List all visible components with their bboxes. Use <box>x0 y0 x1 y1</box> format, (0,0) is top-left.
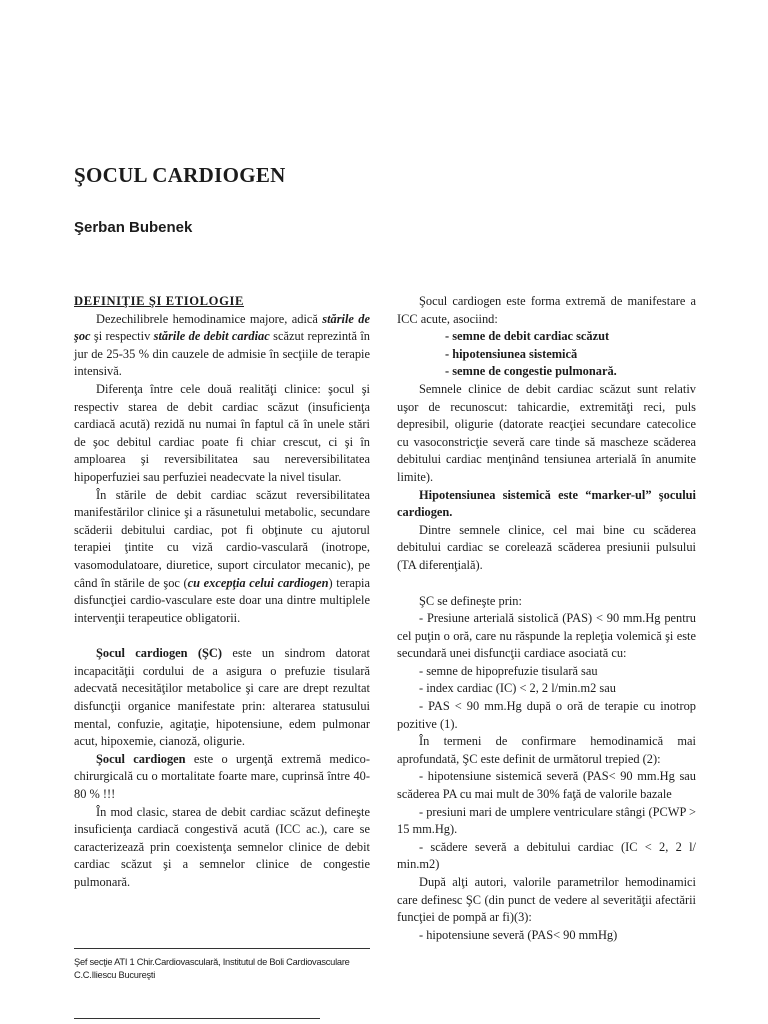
sign-item: - semne de congestie pulmonară. <box>445 364 617 379</box>
paragraph-defined-by: ŞC se defineşte prin: <box>419 593 522 608</box>
footnote-divider <box>74 948 370 949</box>
paragraph-classic: În mod clasic, starea de debit cardiac scăzut defineşte insuficienţa cardiacă congestivă acută (ICC ac.), care se caracterizează prin coexistenţa semnelor clinice de debit cardiac scăzut şi a semnelor clinice de congestie pulmonară. <box>74 804 370 889</box>
triad-item: - scădere severă a debitului cardiac (IC < 2, 2 l/ min.m2) <box>397 839 696 872</box>
criteria-item: - PAS < 90 mm.Hg după o oră de terapie cu inotrop pozitive (1). <box>397 699 696 731</box>
paragraph-mortality: Şocul cardiogen este o urgenţă extremă medico-chirurgicală cu o mortalitate foarte mare, cuprinsă între 40-80 % !!! <box>74 751 371 802</box>
paragraph-clinical-signs: Semnele clinice de debit cardiac scăzut sunt relativ uşor de recunoscut: tahicardie, extremităţi reci, puls depresibil, oligurie (datorate reacţiei secundare catecolice cu vasoconstricţie severă care tinde să mascheze scăderea debitului cardiac menţinând tensiunea arterială în anumite limite). <box>397 381 696 484</box>
triad-item: - hipotensiune sistemică severă (PAS< 90 mm.Hg sau scăderea PA cu mai mult de 30% faţă de valorile bazale <box>397 769 696 802</box>
author-affiliation-footnote: Şef secţie ATI 1 Chir.Cardiovasculară, Institutul de Boli Cardiovasculare C.C.Iliescu Bucureşti <box>74 957 350 980</box>
paragraph-low-output: În stările de debit cardiac scăzut reversibilitatea manifestărilor clinice şi a răsunetului metabolic, secundare scăderii debitului cardiac, pot fi obţinute cu ajutorul terapiei ţintite cu viză cardio-vasculară (inotrope, vasomodulatoare, diuretice, suport circulator mecanic), pe când în stările de şoc (cu excepţia celui cardiogen) terapia disfuncţiei cardio-vasculare este doar una dintre multiplele intervenţii terapeutice obligatorii. <box>74 487 370 625</box>
paragraph-extreme-form: Şocul cardiogen este forma extremă de manifestare a ICC acute, asociind: <box>397 294 696 326</box>
sign-item: - semne de debit cardiac scăzut <box>445 329 610 344</box>
paragraph-other-authors: După alţi autori, valorile parametrilor hemodinamici care definesc ŞC (din punct de vedere al severităţii afectării funcţiei de pompă ar fi)(3): <box>397 875 696 925</box>
criteria-item: - semne de hipoprefuzie tisulară sau <box>419 663 598 678</box>
article-title: ŞOCUL CARDIOGEN <box>74 163 286 187</box>
triad-item: - presiuni mari de umplere ventriculare stângi (PCWP > 15 mm.Hg). <box>397 804 696 837</box>
right-column <box>397 293 696 944</box>
left-column <box>74 293 370 892</box>
bottom-divider <box>74 1018 320 1019</box>
paragraph-hemodynamic: În termeni de confirmare hemodinamică mai aprofundată, ŞC este definit de următorul trepied (2): <box>397 734 696 766</box>
criteria-item: - Presiune arterială sistolică (PAS) < 90 mm.Hg pentru cel puţin o oră, care nu răspunde la repleţia volemică şi este secundară unei disfuncţii cardiace asociată cu: <box>397 611 696 661</box>
sign-item: - hipotensiunea sistemică <box>445 346 578 361</box>
severity-item: - hipotensiune severă (PAS< 90 mmHg) <box>419 927 618 942</box>
paragraph-marker: Hipotensiunea sistemică este “marker-ul” şocului cardiogen. <box>397 487 696 520</box>
section-heading: DEFINIŢIE ŞI ETIOLOGIE <box>74 294 244 308</box>
paragraph-intro: Dezechilibrele hemodinamice majore, adică stările de şoc şi respectiv stările de debit cardiac scăzut reprezintă în jur de 25-35 % din cauzele de admisie în secţiile de terapie intensivă. <box>74 311 370 379</box>
paragraph-difference: Diferenţa între cele două realităţi clinice: şocul şi respectiv starea de debit cardiac scăzut (insuficienţa cardiacă acută) rezidă nu numai în faptul că în unele stări de şoc debitul cardiac poate fi chiar crescut, ci şi în amploarea şi reversibilitatea sau nereversibilitatea hipoperfuziei sau perfuziei neadecvate la nivel tisular. <box>74 381 370 484</box>
criteria-item: - index cardiac (IC) < 2, 2 l/min.m2 sau <box>419 681 616 696</box>
paragraph-pulse-pressure: Dintre semnele clinice, cel mai bine cu scăderea debitului cardiac se corelează scăderea presiunii pulsului (TA diferenţială). <box>397 522 696 572</box>
paragraph-definition: Şocul cardiogen (ŞC) este un sindrom datorat incapacităţii cordului de a asigura o prefuzie tisulară adecvată necesităţilor metabolice şi care are drept rezultat disfuncţii organice manifestate prin: alterarea statusului mental, confuzie, agitaţie, hipotensiune, edem pulmonar acut, hipoxemie, cianoză, oligurie. <box>74 646 370 749</box>
author-name: Şerban Bubenek <box>74 219 193 236</box>
